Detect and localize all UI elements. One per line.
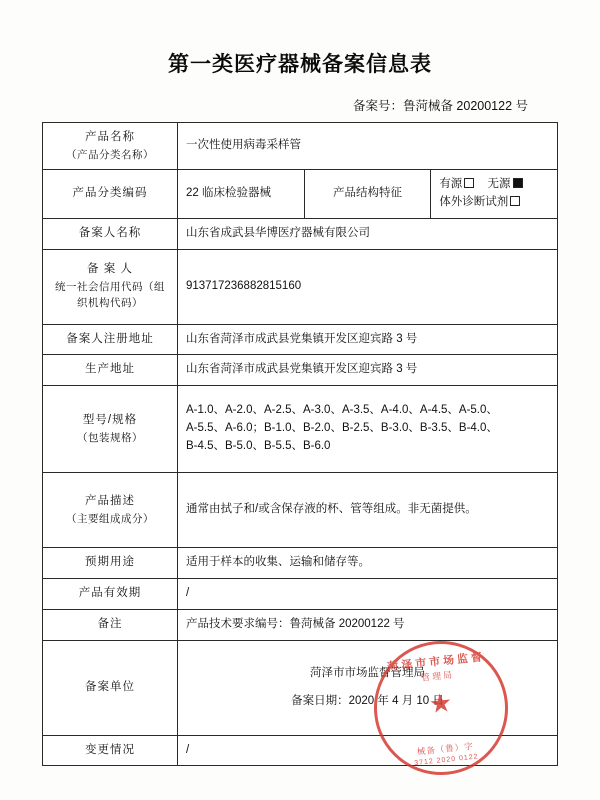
row-value-model-spec xyxy=(178,386,558,473)
label-line1: 备 案 人 xyxy=(87,263,133,276)
label-line1: 产品描述 xyxy=(85,495,135,508)
row-label-validity-period xyxy=(43,578,178,609)
seal-bottom-text: 械备（鲁）字 xyxy=(416,740,475,757)
seal-arc-text: 菏泽市市场监督 xyxy=(386,650,486,673)
label-line1: 型号/规格 xyxy=(82,414,138,427)
spec-line-3: B-4.5、B-5.0、B-5.5、B-6.0 xyxy=(186,440,331,453)
filing-authority-name: 菏泽市市场监督管理局 xyxy=(310,666,425,679)
table-row xyxy=(43,386,558,473)
table-row xyxy=(43,218,558,249)
label-line1: 备案单位 xyxy=(85,680,135,693)
spec-line-2: A-5.5、A-6.0；B-1.0、B-2.0、B-2.5、B-3.0、B-3.5、B-4.0、 xyxy=(186,422,498,435)
label-line1: 生产地址 xyxy=(85,363,135,376)
label-line1: 备案人注册地址 xyxy=(66,332,154,345)
label-line2: （包装规格） xyxy=(77,431,143,444)
label-line1: 产品分类编码 xyxy=(72,186,148,199)
row-value-product-description: 通常由拭子和/或含保存液的杯、管等组成。非无菌提供。 xyxy=(178,473,558,548)
page-title: 第一类医疗器械备案信息表 xyxy=(168,53,432,76)
row-label-production-address xyxy=(43,355,178,386)
seal-arc-text-2: 管理局 xyxy=(420,669,455,683)
checkbox-active-label: 有源 xyxy=(439,178,463,191)
row-label-remarks xyxy=(43,609,178,640)
table-row xyxy=(43,640,558,735)
record-number: 备案号：鲁菏械备 20200122 号 xyxy=(352,99,528,113)
label-line1: 变更情况 xyxy=(85,743,135,756)
row-label-filing-authority xyxy=(43,640,178,735)
table-row xyxy=(43,578,558,609)
row-label-intended-use xyxy=(43,548,178,579)
label-line1: 产品有效期 xyxy=(78,586,142,599)
table-row xyxy=(43,249,558,324)
label-line1: 预期用途 xyxy=(85,556,135,569)
seal-code-text: 3712 2020 0122 xyxy=(414,753,479,767)
label-line1: 备注 xyxy=(97,617,123,630)
checkbox-ivd-label: 体外诊断试剂 xyxy=(439,195,509,208)
checkbox-active[interactable] xyxy=(439,178,474,190)
filing-date: 备案日期：2020 年 4 月 10 日 xyxy=(291,694,444,707)
table-row xyxy=(43,355,558,386)
row-label-classification-code xyxy=(43,170,178,219)
row-value-classification-code: 22 临床检验器械 xyxy=(178,170,305,219)
table-row xyxy=(43,123,558,170)
label-line1: 备案人名称 xyxy=(78,226,142,239)
label-line1: 产品名称 xyxy=(85,131,135,143)
checkbox-passive-label: 无源 xyxy=(487,178,511,191)
checkbox-ivd[interactable] xyxy=(439,196,520,208)
row-value-filing-authority xyxy=(178,640,558,767)
row-label-model-spec xyxy=(43,386,178,473)
checkbox-active-box[interactable] xyxy=(464,178,474,188)
checkbox-passive-box[interactable] xyxy=(513,178,523,188)
label-line2: （产品分类名称） xyxy=(66,148,154,161)
spec-line-1: A-1.0、A-2.0、A-2.5、A-3.0、A-3.5、A-4.0、A-4.5、A-5.0、 xyxy=(186,404,498,417)
table-row xyxy=(43,473,558,548)
row-value-production-address: 山东省菏泽市成武县党集镇开发区迎宾路 3 号 xyxy=(178,355,558,386)
checkbox-passive[interactable] xyxy=(488,178,523,190)
row-value-change-status: / xyxy=(178,735,558,766)
row-value-structure-feature xyxy=(431,170,558,219)
row-value-intended-use: 适用于样本的收集、运输和储存等。 xyxy=(178,548,558,579)
row-value-validity-period: / xyxy=(178,578,558,609)
checkbox-ivd-box[interactable] xyxy=(510,196,520,206)
row-label-registered-address xyxy=(43,324,178,355)
row-label-change-status xyxy=(43,735,178,766)
table-row xyxy=(43,170,558,219)
row-value-product-name: 一次性使用病毒采样管 xyxy=(178,123,558,170)
table-row xyxy=(43,324,558,355)
row-label-filer-name xyxy=(43,218,178,249)
registration-form-table xyxy=(42,122,558,766)
row-label-product-description xyxy=(43,473,178,548)
label-line2: （主要组成成分） xyxy=(66,512,154,525)
row-label-credit-code xyxy=(43,249,178,324)
table-row xyxy=(43,609,558,640)
label-line2: 统一社会信用代码（组织机构代码） xyxy=(55,281,165,310)
row-value-remarks: 产品技术要求编号：鲁菏械备 20200122 号 xyxy=(178,609,558,640)
seal-star-icon: ★ xyxy=(427,686,454,719)
row-value-filer-name: 山东省成武县华博医疗器械有限公司 xyxy=(178,218,558,249)
table-row xyxy=(43,548,558,579)
table-row xyxy=(43,735,558,766)
filing-authority-block xyxy=(186,665,549,711)
row-label-structure-feature: 产品结构特征 xyxy=(304,170,431,219)
row-value-registered-address: 山东省菏泽市成武县党集镇开发区迎宾路 3 号 xyxy=(178,324,558,355)
row-label-product-name xyxy=(43,123,178,170)
row-value-credit-code: 913717236882815160 xyxy=(178,249,558,324)
